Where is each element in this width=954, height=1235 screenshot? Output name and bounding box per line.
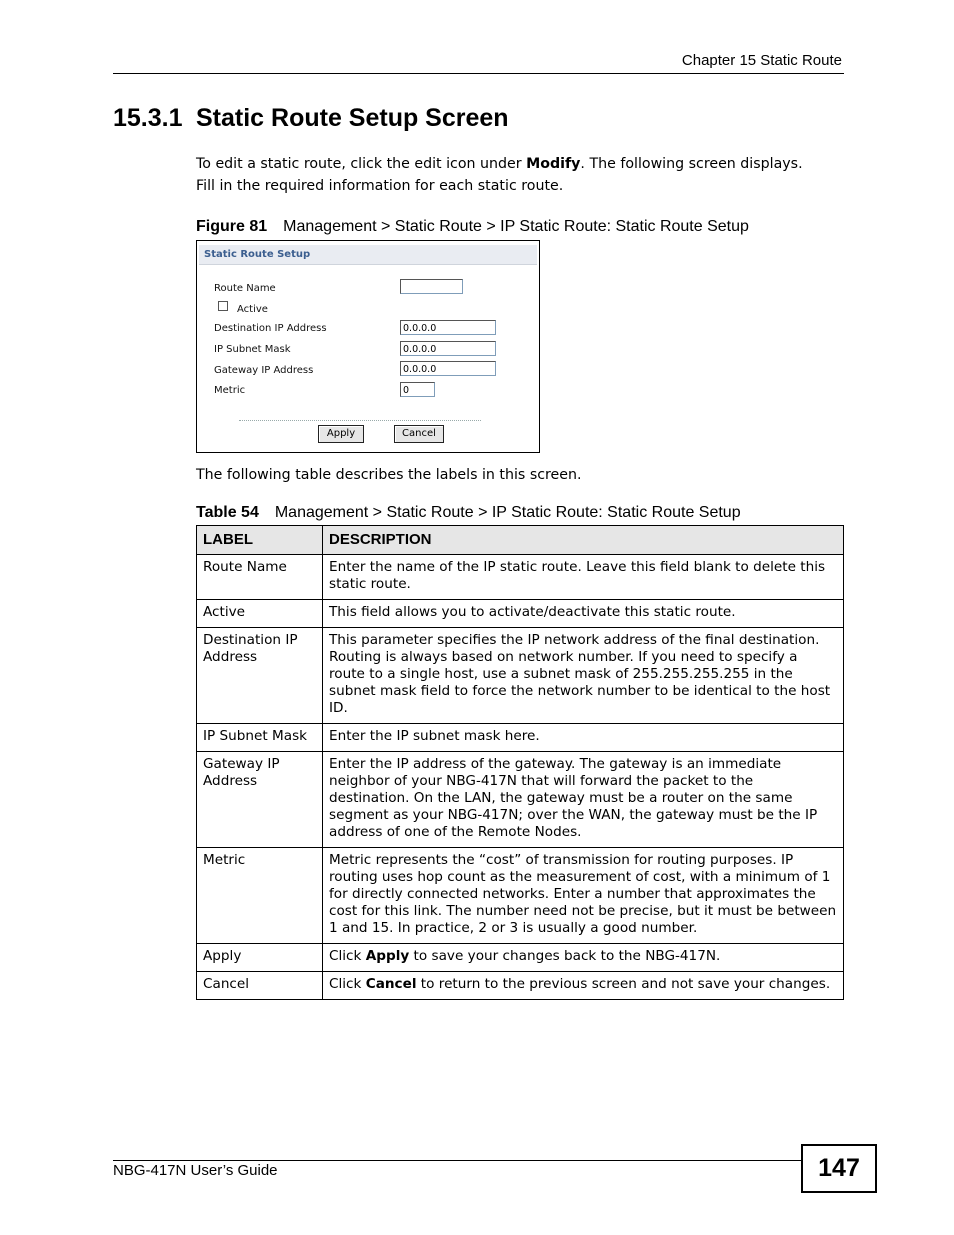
header-label: LABEL xyxy=(197,526,323,555)
intro-text-1: To edit a static route, click the edit icon under xyxy=(196,156,527,172)
table-row xyxy=(197,848,844,944)
gateway-ip-label: Gateway IP Address xyxy=(214,365,314,376)
active-checkbox[interactable] xyxy=(218,301,228,311)
table-header-row xyxy=(197,526,844,555)
table-row xyxy=(197,628,844,724)
row-description: This field allows you to activate/deactivate this static route. xyxy=(323,600,844,628)
metric-input[interactable]: 0 xyxy=(400,382,435,397)
page-number: 147 xyxy=(801,1144,877,1193)
row-label: Cancel xyxy=(197,972,323,1000)
destination-ip-input[interactable]: 0.0.0.0 xyxy=(400,320,496,335)
row-label: Metric xyxy=(197,848,323,944)
table-row xyxy=(197,555,844,600)
row-description: Enter the name of the IP static route. Leave this field blank to delete this static route. xyxy=(323,555,844,600)
table-caption-text: Management > Static Route > IP Static Route: Static Route Setup xyxy=(274,504,741,521)
running-header: Chapter 15 Static Route xyxy=(681,52,842,69)
section-number: 15.3.1 xyxy=(113,104,183,132)
figure-tag: Figure 81 xyxy=(196,218,268,235)
table-caption xyxy=(196,504,741,522)
desc-text: Click xyxy=(329,976,366,992)
route-name-input[interactable] xyxy=(400,279,463,294)
table-row xyxy=(197,724,844,752)
table-row xyxy=(197,600,844,628)
table-row xyxy=(197,944,844,972)
row-label: Gateway IP Address xyxy=(197,752,323,848)
row-label: IP Subnet Mask xyxy=(197,724,323,752)
figure-caption-text: Management > Static Route > IP Static Route: Static Route Setup xyxy=(283,218,749,235)
header-description: DESCRIPTION xyxy=(323,526,844,555)
row-label: Active xyxy=(197,600,323,628)
apply-button[interactable]: Apply xyxy=(318,425,364,443)
footer-rule xyxy=(113,1160,801,1161)
cancel-button[interactable]: Cancel xyxy=(394,425,444,443)
desc-text: to save your changes back to the NBG-417N. xyxy=(409,948,721,964)
destination-ip-label: Destination IP Address xyxy=(214,323,327,334)
desc-text: Click xyxy=(329,948,366,964)
subnet-mask-input[interactable]: 0.0.0.0 xyxy=(400,341,496,356)
label-description-table xyxy=(196,525,844,1000)
table-row xyxy=(197,972,844,1000)
table-row xyxy=(197,752,844,848)
screen-titlebar xyxy=(199,245,537,265)
row-label: Route Name xyxy=(197,555,323,600)
desc-bold: Cancel xyxy=(365,976,417,992)
desc-bold: Apply xyxy=(365,948,410,964)
row-description: Enter the IP subnet mask here. xyxy=(323,724,844,752)
footer-guide-title: NBG-417N User’s Guide xyxy=(113,1162,278,1179)
row-description: This parameter specifies the IP network address of the final destination. Routing is always based on network number. If you need to specify a route to a single host, use a subnet mask of 255.255.255.255 in the subnet mask field to force the network number to be identical to the host ID. xyxy=(323,628,844,724)
row-description: Metric represents the “cost” of transmission for routing purposes. IP routing uses hop count as the measurement of cost, with a minimum of 1 for directly connected networks. Enter a number that approximates the cost for this link. The number need not be precise, but it must be between 1 and 15. In practice, 2 or 3 is usually a good number. xyxy=(323,848,844,944)
intro-bold-modify: Modify xyxy=(526,156,581,172)
intro-paragraph xyxy=(196,153,816,197)
row-label: Apply xyxy=(197,944,323,972)
subnet-mask-label: IP Subnet Mask xyxy=(214,344,291,355)
screen-title: Static Route Setup xyxy=(204,249,311,260)
row-description: Enter the IP address of the gateway. The gateway is an immediate neighbor of your NBG-417N that will forward the packet to the destination. On the LAN, the gateway must be a router on the same segment as your NBG-417N; over the WAN, the gateway must be the IP address of one of the Remote Nodes. xyxy=(323,752,844,848)
route-name-label: Route Name xyxy=(214,283,276,294)
section-title-text: Static Route Setup Screen xyxy=(196,104,509,132)
table-tag: Table 54 xyxy=(196,504,259,521)
gateway-ip-input[interactable]: 0.0.0.0 xyxy=(400,361,496,376)
desc-text: to return to the previous screen and not save your changes. xyxy=(416,976,831,992)
intro-text-2: . The following screen displays. Fill in the required information for each static route. xyxy=(196,156,803,194)
dotted-divider xyxy=(239,420,481,421)
table-intro: The following table describes the labels in this screen. xyxy=(196,467,582,483)
row-description xyxy=(323,944,844,972)
active-label: Active xyxy=(237,304,268,315)
figure-caption xyxy=(196,218,749,236)
header-rule xyxy=(113,73,844,74)
row-label: Destination IP Address xyxy=(197,628,323,724)
section-title xyxy=(113,104,509,133)
row-description xyxy=(323,972,844,1000)
static-route-setup-screenshot xyxy=(196,240,540,453)
metric-label: Metric xyxy=(214,385,246,396)
